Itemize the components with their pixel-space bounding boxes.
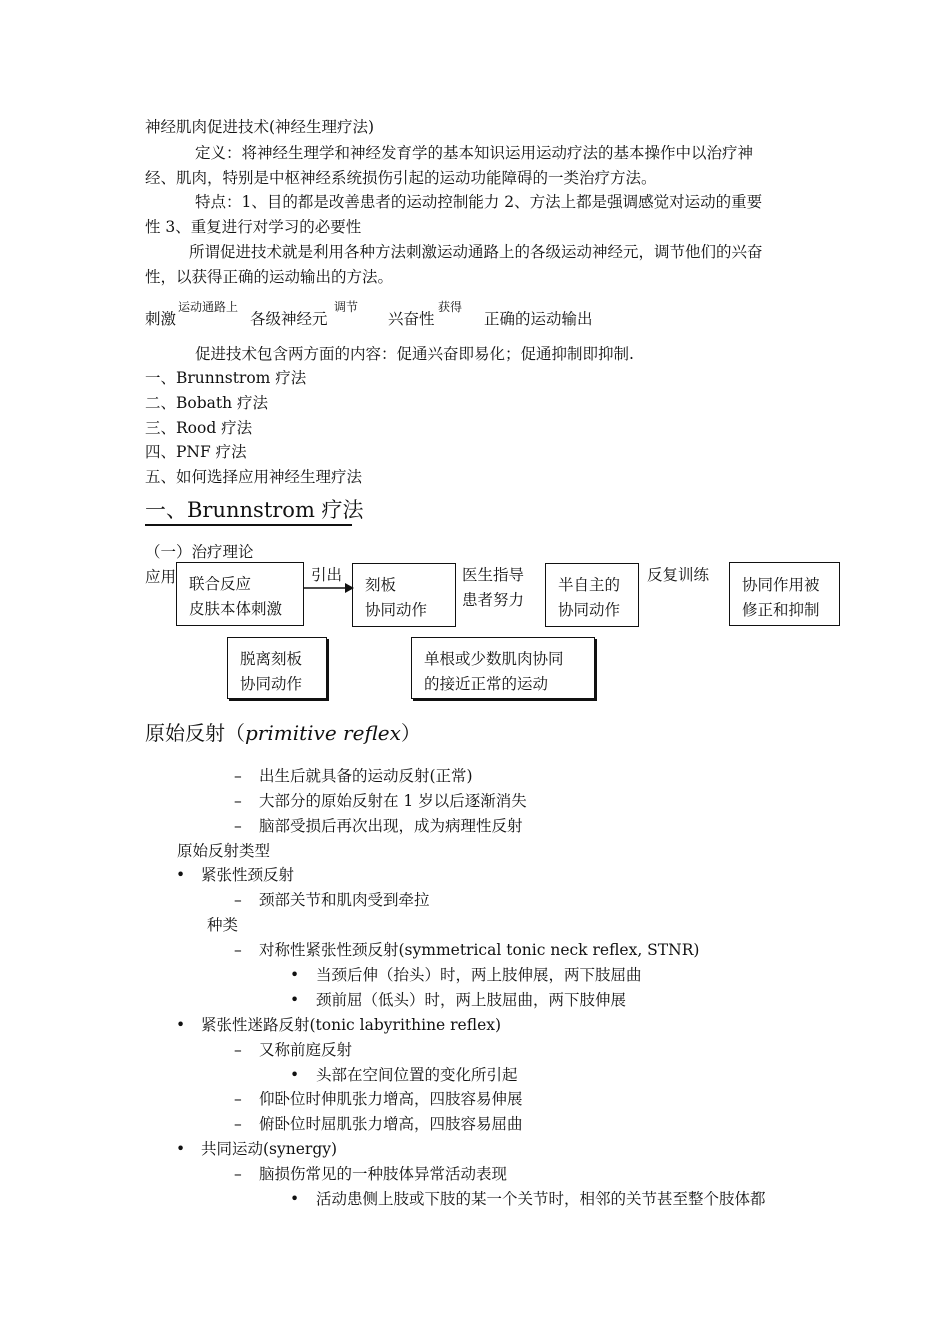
reflex-heading-cn: 原始反射（	[145, 721, 245, 745]
box-line: 联合反应	[189, 575, 252, 593]
flow-stimulus: 刺激	[145, 310, 177, 328]
flow-neurons: 各级神经元	[250, 310, 328, 328]
flow-super-regulate: 调节	[334, 300, 359, 314]
bullet-glyph: •	[290, 966, 300, 984]
dash-glyph: –	[234, 767, 242, 785]
bullet-glyph: •	[290, 1190, 300, 1208]
bullet-tonic-labyrinthine-reflex: 紧张性迷路反射(tonic labyrithine reflex)	[201, 1016, 502, 1034]
box-line: 皮肤本体刺激	[189, 600, 283, 618]
box-line: 修正和抑制	[742, 601, 820, 619]
label-apply: 应用	[145, 568, 177, 586]
dash-glyph: –	[234, 891, 242, 909]
reflex-point-1: 出生后就具备的运动反射(正常)	[259, 767, 473, 785]
toc-item-4: 四、PNF 疗法	[145, 443, 247, 461]
dash-glyph: –	[234, 1041, 242, 1059]
toc-item-1: 一、Brunnstrom 疗法	[145, 369, 307, 387]
reflex-types-label: 原始反射类型	[177, 842, 271, 860]
reflex-heading-en: primitive reflex	[245, 721, 401, 745]
bullet-tonic-neck-reflex: 紧张性颈反射	[201, 866, 295, 884]
box-associated-reaction	[176, 562, 304, 626]
stnr-item: 对称性紧张性颈反射(symmetrical tonic neck reflex, STNR)	[259, 941, 700, 959]
section-heading: 一、Brunnstrom 疗法	[145, 498, 364, 522]
stnr-detail-1: 当颈后伸（抬头）时，两上肢伸展，两下肢屈曲	[316, 966, 642, 984]
dash-glyph: –	[234, 1090, 242, 1108]
bullet-glyph: •	[176, 866, 186, 884]
labyrinthine-sub-3: 俯卧位时屈肌张力增高，四肢容易屈曲	[259, 1115, 523, 1133]
box-line: 半自主的	[558, 576, 621, 594]
subsection-theory: （一）治疗理论	[145, 543, 254, 561]
box-semi-voluntary	[545, 563, 639, 627]
reflex-point-3: 脑部受损后再次出现，成为病理性反射	[259, 817, 523, 835]
flow-super-motor-path: 运动通路上	[178, 300, 239, 314]
dash-glyph: –	[234, 941, 242, 959]
labyrinthine-sub-1-detail: 头部在空间位置的变化所引起	[316, 1066, 518, 1084]
features-line-2: 性 3、重复进行对学习的必要性	[145, 218, 362, 236]
box-line: 协同作用被	[742, 576, 820, 594]
bullet-glyph: •	[176, 1140, 186, 1158]
synergy-detail: 活动患侧上肢或下肢的某一个关节时，相邻的关节甚至整个肢体都	[316, 1190, 766, 1208]
bullet-glyph: •	[290, 991, 300, 1009]
features-line-1: 特点：1、目的都是改善患者的运动控制能力 2、方法上都是强调感觉对运动的重要	[195, 193, 763, 211]
reflex-heading-close: ）	[400, 721, 421, 745]
definition-line-1: 定义：将神经生理学和神经发育学的基本知识运用运动疗法的基本操作中以治疗神	[195, 144, 754, 162]
toc-item-3: 三、Rood 疗法	[145, 419, 253, 437]
dash-glyph: –	[234, 1115, 242, 1133]
stnr-detail-2: 颈前屈（低头）时，两上肢屈曲，两下肢伸展	[316, 991, 627, 1009]
flow-output: 正确的运动输出	[484, 310, 593, 328]
label-patient-effort: 患者努力	[462, 591, 525, 609]
box-near-normal-movement	[411, 637, 595, 699]
toc-item-2: 二、Bobath 疗法	[145, 394, 269, 412]
label-elicit: 引出	[311, 566, 343, 584]
box-rigid-synergy	[352, 563, 456, 627]
label-repeat-training: 反复训练	[647, 566, 710, 584]
section-heading-underline	[145, 524, 352, 526]
bullet-synergy: 共同运动(synergy)	[201, 1140, 338, 1158]
box-line: 协同动作	[558, 601, 621, 619]
flow-super-obtain: 获得	[438, 300, 463, 314]
box-line: 刻板	[365, 576, 397, 594]
bullet-glyph: •	[176, 1016, 186, 1034]
box-line: 脱离刻板	[240, 650, 303, 668]
toc-item-5: 五、如何选择应用神经生理疗法	[145, 468, 363, 486]
intro-line-2: 性，以获得正确的运动输出的方法。	[145, 268, 394, 286]
synergy-sub: 脑损伤常见的一种肢体异常活动表现	[259, 1165, 508, 1183]
box-line: 协同动作	[240, 675, 303, 693]
dash-glyph: –	[234, 817, 242, 835]
reflex-heading	[145, 721, 421, 745]
box-line: 的接近正常的运动	[424, 675, 549, 693]
intro-line-1: 所谓促进技术就是利用各种方法刺激运动通路上的各级运动神经元，调节他们的兴奋	[189, 243, 763, 261]
contents-line: 促进技术包含两方面的内容：促通兴奋即易化；促通抑制即抑制.	[195, 345, 634, 363]
labyrinthine-sub-1: 又称前庭反射	[259, 1041, 353, 1059]
flow-excitability: 兴奋性	[388, 310, 435, 328]
dash-glyph: –	[234, 792, 242, 810]
label-doctor-guide: 医生指导	[462, 566, 525, 584]
box-break-away-synergy	[227, 637, 327, 699]
definition-line-2: 经、肌肉，特别是中枢神经系统损伤引起的运动功能障碍的一类治疗方法。	[145, 169, 657, 187]
kinds-label: 种类	[207, 916, 239, 934]
box-line: 单根或少数肌肉协同	[424, 650, 564, 668]
tonic-neck-sub: 颈部关节和肌肉受到牵拉	[259, 891, 430, 909]
labyrinthine-sub-2: 仰卧位时伸肌张力增高，四肢容易伸展	[259, 1090, 523, 1108]
document-title: 神经肌肉促进技术(神经生理疗法)	[145, 118, 375, 136]
dash-glyph: –	[234, 1165, 242, 1183]
bullet-glyph: •	[290, 1066, 300, 1084]
box-synergy-corrected	[729, 562, 840, 626]
box-line: 协同动作	[365, 601, 428, 619]
reflex-point-2: 大部分的原始反射在 1 岁以后逐渐消失	[259, 792, 527, 810]
